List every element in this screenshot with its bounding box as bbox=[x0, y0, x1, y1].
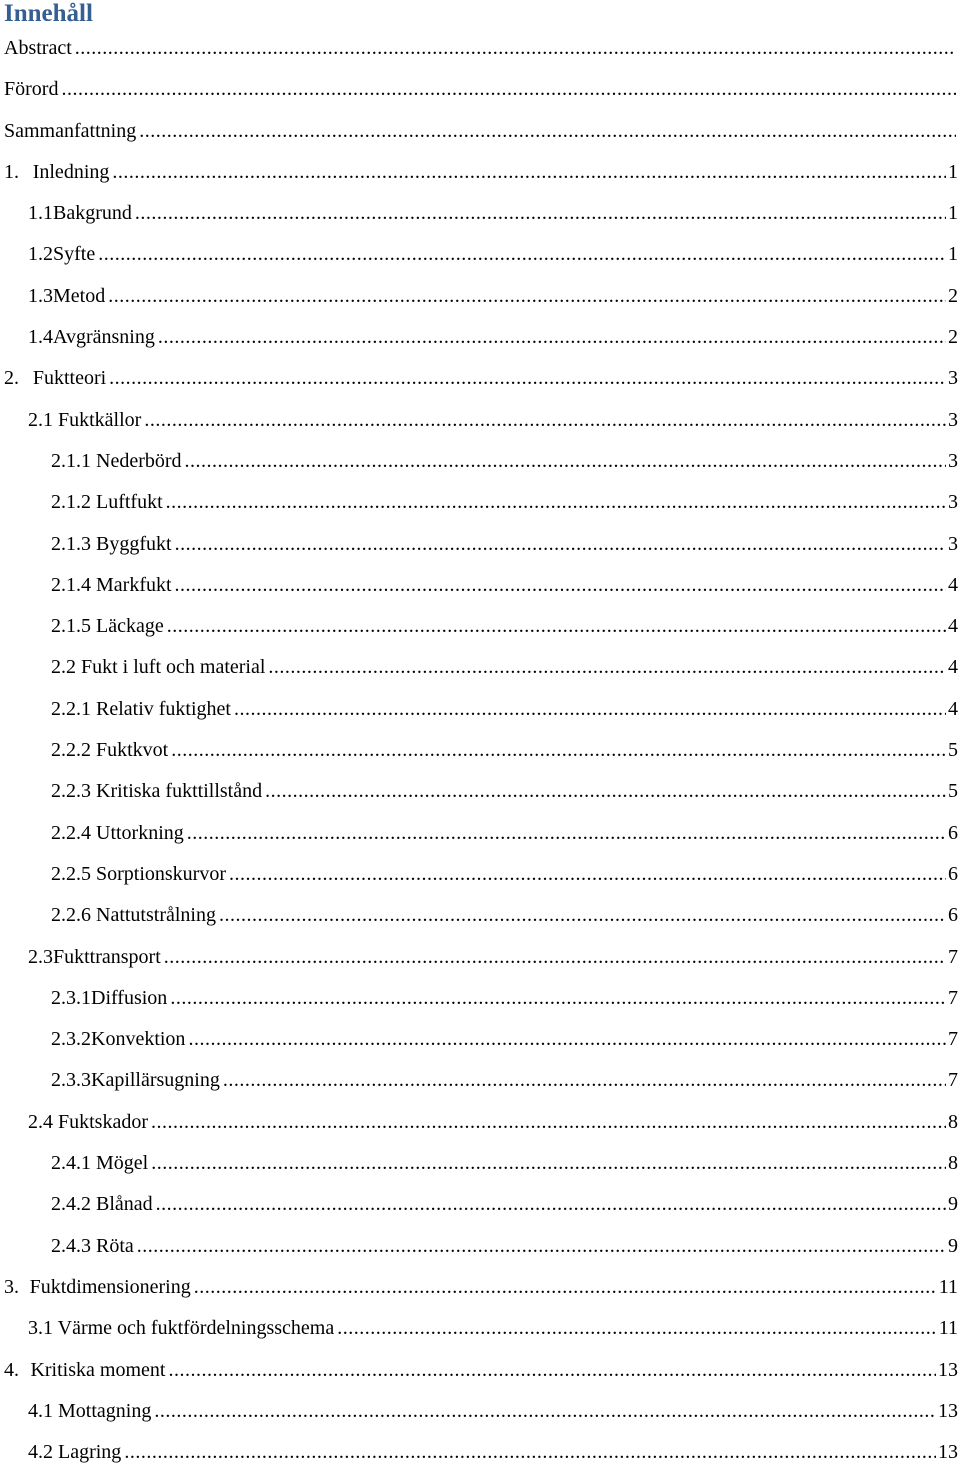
toc-entry-title: Avgränsning bbox=[53, 326, 155, 349]
dot-leader bbox=[156, 1184, 946, 1225]
toc-entry-title: Konvektion bbox=[91, 1028, 186, 1051]
toc-entry-title: Syfte bbox=[53, 243, 96, 266]
toc-entry-title: Kapillärsugning bbox=[91, 1069, 220, 1092]
dot-leader bbox=[154, 1391, 936, 1432]
toc-entry-title: 2.4.2 Blånad bbox=[51, 1193, 153, 1216]
toc-entry-relativ-fuktighet[interactable] bbox=[0, 689, 960, 730]
toc-entry-luftfukt[interactable] bbox=[0, 482, 960, 523]
toc-entry-number: 1.4 bbox=[28, 326, 53, 349]
dot-leader bbox=[124, 1432, 936, 1473]
toc-entry-page: 2 bbox=[948, 326, 958, 349]
toc-entry-page: 3 bbox=[948, 408, 958, 431]
toc-entry-page: 3 bbox=[948, 491, 958, 514]
dot-leader bbox=[170, 978, 946, 1019]
toc-entry-fukt-i-luft-och-material[interactable] bbox=[0, 647, 960, 688]
toc-entry-title: 2.4.1 Mögel bbox=[51, 1152, 149, 1175]
dot-leader bbox=[151, 1143, 946, 1184]
toc-entry-title: Sammanfattning bbox=[4, 119, 137, 142]
toc-entry-title: 2.4.3 Röta bbox=[51, 1234, 134, 1257]
toc-entry-title: 2.2.1 Relativ fuktighet bbox=[51, 697, 231, 720]
dot-leader bbox=[61, 69, 956, 110]
dot-leader bbox=[144, 400, 946, 441]
toc-entry-page: 6 bbox=[948, 904, 958, 927]
toc-entry-nattutstralning[interactable] bbox=[0, 895, 960, 936]
toc-entry-number: 2.3.1 bbox=[51, 986, 91, 1009]
toc-entry-page: 1 bbox=[948, 202, 958, 225]
toc-entry-title: 2.1.5 Läckage bbox=[51, 615, 164, 638]
toc-entry-kritiska-fukttillstand[interactable] bbox=[0, 771, 960, 812]
toc-entry-page: 2 bbox=[948, 284, 958, 307]
toc-entry-page: 4 bbox=[948, 573, 958, 596]
dot-leader bbox=[139, 111, 956, 152]
toc-entry-page: 1 bbox=[948, 243, 958, 266]
toc-entry-konvektion[interactable] bbox=[0, 1019, 960, 1060]
toc-entry-title: 2.1.2 Luftfukt bbox=[51, 491, 163, 514]
toc-entry-sorptionskurvor[interactable] bbox=[0, 854, 960, 895]
toc-entry-title: 2.1.1 Nederbörd bbox=[51, 449, 182, 472]
dot-leader bbox=[219, 895, 946, 936]
toc-list bbox=[0, 28, 960, 1473]
toc-entry-forord[interactable] bbox=[0, 69, 960, 110]
toc-entry-title: 3.1 Värme och fuktfördelningsschema bbox=[28, 1317, 335, 1340]
toc-entry-kapillarsugning[interactable] bbox=[0, 1060, 960, 1101]
toc-entry-blanad[interactable] bbox=[0, 1184, 960, 1225]
dot-leader bbox=[108, 276, 946, 317]
dot-leader bbox=[175, 524, 946, 565]
toc-entry-inledning[interactable] bbox=[0, 152, 960, 193]
toc-entry-diffusion[interactable] bbox=[0, 978, 960, 1019]
dot-leader bbox=[223, 1060, 946, 1101]
dot-leader bbox=[167, 606, 946, 647]
toc-entry-fuktkvot[interactable] bbox=[0, 730, 960, 771]
dot-leader bbox=[98, 234, 946, 275]
toc-entry-title: Fuktdimensionering bbox=[29, 1275, 191, 1298]
dot-leader bbox=[109, 358, 946, 399]
dot-leader bbox=[185, 441, 946, 482]
toc-entry-page: 4 bbox=[948, 615, 958, 638]
toc-entry-fuktskador[interactable] bbox=[0, 1102, 960, 1143]
toc-entry-title: Bakgrund bbox=[53, 202, 132, 225]
toc-entry-title: 2.1.3 Byggfukt bbox=[51, 532, 172, 555]
toc-entry-number: 1.2 bbox=[28, 243, 53, 266]
toc-entry-page: 13 bbox=[938, 1358, 958, 1381]
dot-leader bbox=[164, 937, 946, 978]
toc-entry-bakgrund[interactable] bbox=[0, 193, 960, 234]
toc-entry-title: Fukttransport bbox=[53, 945, 161, 968]
dot-leader bbox=[187, 813, 946, 854]
toc-entry-page: 3 bbox=[948, 532, 958, 555]
toc-entry-nederbord[interactable] bbox=[0, 441, 960, 482]
toc-entry-page: 8 bbox=[948, 1152, 958, 1175]
toc-entry-page: 5 bbox=[948, 739, 958, 762]
toc-entry-page: 4 bbox=[948, 656, 958, 679]
toc-entry-title: 2.2.3 Kritiska fukttillstånd bbox=[51, 780, 263, 803]
dot-leader bbox=[337, 1308, 937, 1349]
toc-entry-title: Diffusion bbox=[91, 986, 168, 1009]
toc-entry-page: 9 bbox=[948, 1234, 958, 1257]
dot-leader bbox=[151, 1102, 946, 1143]
dot-leader bbox=[188, 1019, 946, 1060]
toc-entry-title: Metod bbox=[53, 284, 106, 307]
toc-entry-page: 7 bbox=[948, 986, 958, 1009]
toc-entry-page: 4 bbox=[948, 697, 958, 720]
toc-entry-page: 6 bbox=[948, 862, 958, 885]
toc-entry-page: 5 bbox=[948, 780, 958, 803]
toc-entry-title: 2.2 Fukt i luft och material bbox=[51, 656, 266, 679]
toc-entry-fuktdimensionering[interactable] bbox=[0, 1267, 960, 1308]
toc-entry-lagring[interactable] bbox=[0, 1432, 960, 1473]
toc-entry-title: 2.2.6 Nattutstrålning bbox=[51, 904, 216, 927]
toc-entry-page: 3 bbox=[948, 449, 958, 472]
toc-entry-metod[interactable] bbox=[0, 276, 960, 317]
dot-leader bbox=[137, 1226, 946, 1267]
toc-entry-number: 2. bbox=[4, 367, 19, 390]
dot-leader bbox=[171, 730, 946, 771]
toc-entry-title: 4.1 Mottagning bbox=[28, 1399, 152, 1422]
toc-entry-title: 2.1.4 Markfukt bbox=[51, 573, 172, 596]
dot-leader bbox=[268, 647, 946, 688]
toc-entry-mogel[interactable] bbox=[0, 1143, 960, 1184]
dot-leader bbox=[168, 1350, 936, 1391]
toc-entry-title: 2.2.5 Sorptionskurvor bbox=[51, 862, 226, 885]
toc-entry-page: 3 bbox=[948, 367, 958, 390]
toc-entry-markfukt[interactable] bbox=[0, 565, 960, 606]
toc-entry-fuktkallor[interactable] bbox=[0, 400, 960, 441]
toc-entry-number: 1.3 bbox=[28, 284, 53, 307]
toc-entry-mottagning[interactable] bbox=[0, 1391, 960, 1432]
toc-entry-title: 2.2.2 Fuktkvot bbox=[51, 739, 169, 762]
toc-entry-page: 8 bbox=[948, 1110, 958, 1133]
dot-leader bbox=[265, 771, 946, 812]
toc-entry-number: 4. bbox=[4, 1358, 19, 1381]
toc-entry-title: Förord bbox=[4, 78, 59, 101]
toc-entry-number: 1.1 bbox=[28, 202, 53, 225]
toc-heading: Innehåll bbox=[4, 0, 93, 27]
toc-entry-page: 13 bbox=[938, 1441, 958, 1464]
dot-leader bbox=[234, 689, 946, 730]
toc-entry-title: 4.2 Lagring bbox=[28, 1441, 122, 1464]
toc-entry-fukttransport[interactable] bbox=[0, 937, 960, 978]
toc-entry-fuktteori[interactable] bbox=[0, 358, 960, 399]
toc-entry-kritiska-moment[interactable] bbox=[0, 1350, 960, 1391]
toc-entry-page: 1 bbox=[948, 160, 958, 183]
toc-entry-page: 11 bbox=[938, 1317, 958, 1340]
toc-entry-uttorkning[interactable] bbox=[0, 813, 960, 854]
toc-entry-page: 11 bbox=[938, 1275, 958, 1298]
dot-leader bbox=[135, 193, 946, 234]
dot-leader bbox=[229, 854, 946, 895]
toc-entry-page: 13 bbox=[938, 1399, 958, 1422]
toc-entry-title: Fuktteori bbox=[32, 367, 107, 390]
toc-entry-title: 2.4 Fuktskador bbox=[28, 1110, 148, 1133]
toc-entry-syfte[interactable] bbox=[0, 234, 960, 275]
toc-entry-title: Kritiska moment bbox=[30, 1358, 166, 1381]
dot-leader bbox=[175, 565, 946, 606]
toc-entry-page: 7 bbox=[948, 945, 958, 968]
toc-entry-number: 1. bbox=[4, 160, 19, 183]
toc-entry-abstract[interactable] bbox=[0, 28, 960, 69]
toc-entry-number: 3. bbox=[4, 1275, 19, 1298]
toc-entry-varme-och-fuktfordelningsschema[interactable] bbox=[0, 1308, 960, 1349]
toc-entry-number: 2.3.3 bbox=[51, 1069, 91, 1092]
toc-entry-avgransning[interactable] bbox=[0, 317, 960, 358]
toc-entry-title: 2.2.4 Uttorkning bbox=[51, 821, 184, 844]
toc-entry-page: 6 bbox=[948, 821, 958, 844]
toc-entry-title: Abstract bbox=[4, 37, 72, 59]
toc-entry-number: 2.3.2 bbox=[51, 1028, 91, 1051]
toc-entry-page: 7 bbox=[948, 1069, 958, 1092]
dot-leader bbox=[158, 317, 946, 358]
dot-leader bbox=[75, 28, 956, 69]
toc-entry-page: 9 bbox=[948, 1193, 958, 1216]
dot-leader bbox=[112, 152, 946, 193]
toc-entry-page: 7 bbox=[948, 1028, 958, 1051]
toc-entry-lackage[interactable] bbox=[0, 606, 960, 647]
toc-entry-title: 2.1 Fuktkällor bbox=[28, 408, 142, 431]
toc-entry-number: 2.3 bbox=[28, 945, 53, 968]
toc-entry-rota[interactable] bbox=[0, 1226, 960, 1267]
dot-leader bbox=[194, 1267, 937, 1308]
toc-entry-title: Inledning bbox=[32, 160, 110, 183]
dot-leader bbox=[166, 482, 946, 523]
toc-entry-sammanfattning[interactable] bbox=[0, 111, 960, 152]
toc-entry-byggfukt[interactable] bbox=[0, 524, 960, 565]
